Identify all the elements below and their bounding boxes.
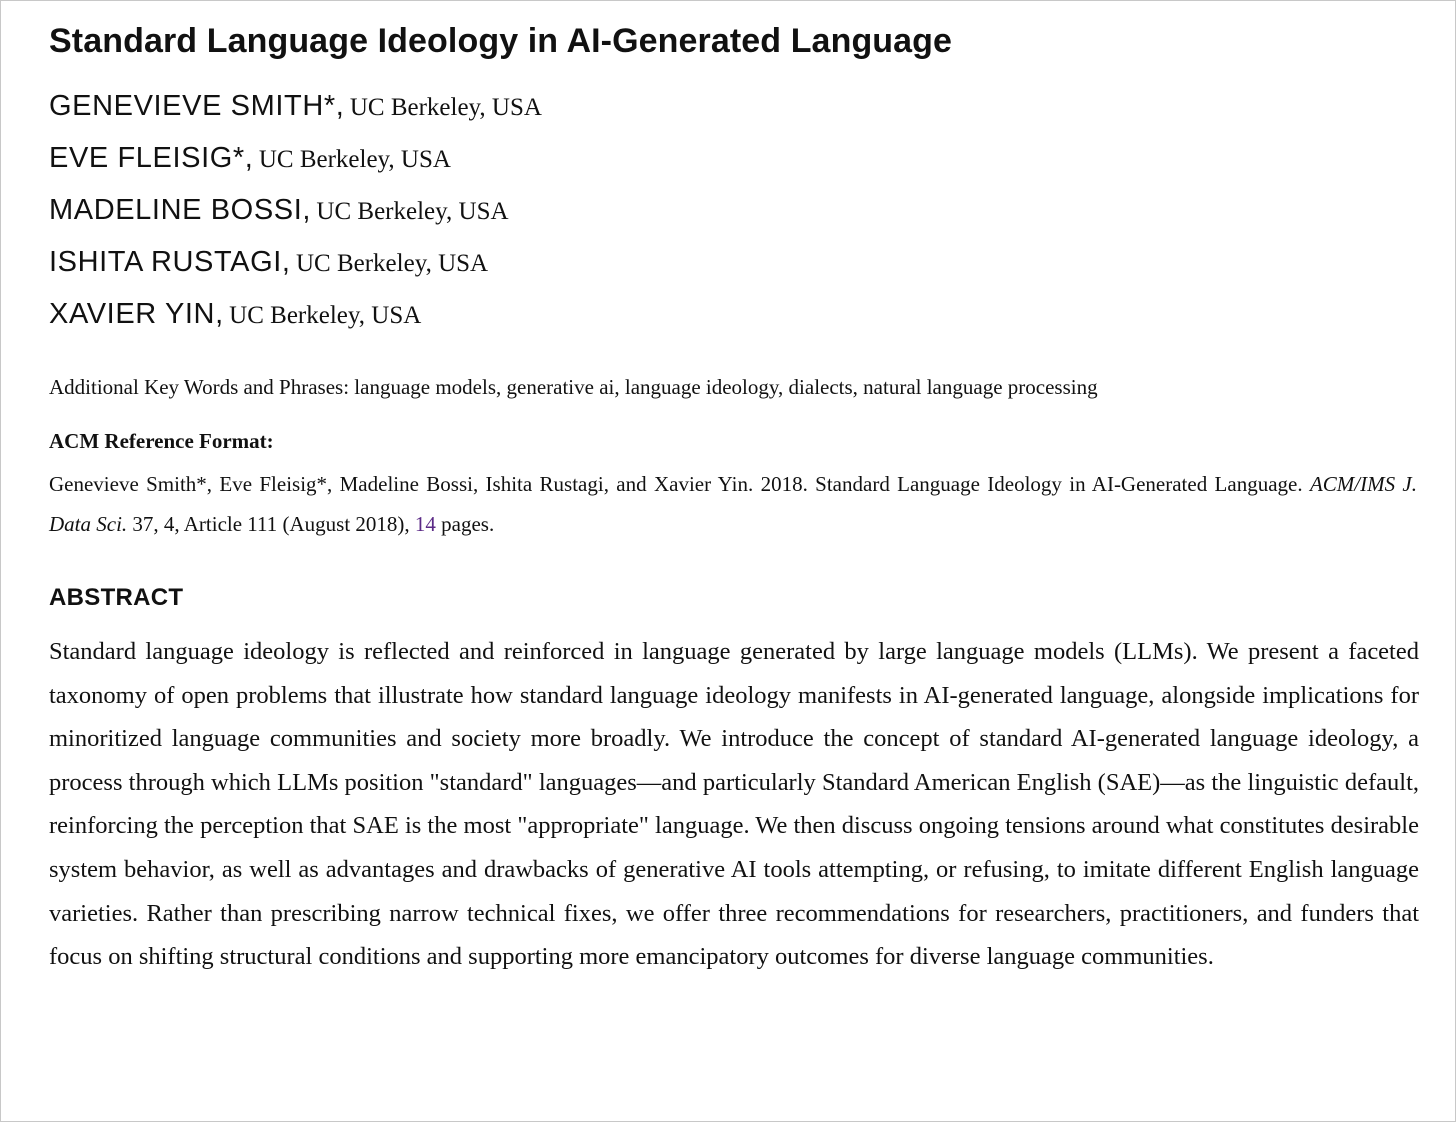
paper-title: Standard Language Ideology in AI-Generated Language [49,22,953,60]
keywords-line: Additional Key Words and Phrases: language models, generative ai, language ideology, dialects, natural language processing [49,375,1098,399]
author-affiliation: UC Berkeley, USA [295,250,489,277]
author-name: ISHITA RUSTAGI [49,246,282,278]
paper-page [49,18,1421,979]
page-count-link[interactable]: 14 [414,512,436,536]
author-affiliation: UC Berkeley, USA [229,302,422,329]
author-entry [49,84,1421,136]
journal-name: ACM/IMS J. Data Sci. [49,472,1417,536]
author-separator: , [215,298,224,330]
author-name: XAVIER YIN [49,298,216,330]
acm-citation-text: Genevieve Smith*, Eve Fleisig*, Madeline Bossi, Ishita Rustagi, and Xavier Yin. 2018. Standard Language Ideology in AI-Generated Language. [49,472,1303,496]
author-entry [49,240,1421,292]
author-name: EVE FLEISIG* [49,142,245,174]
acm-reference-text [49,464,1417,544]
abstract-heading: ABSTRACT [49,584,184,611]
author-entry [49,292,1421,344]
author-list [49,84,1421,344]
author-entry [49,188,1421,240]
author-affiliation: UC Berkeley, USA [258,146,451,173]
acm-citation-volume: 37, 4, Article 111 (August 2018), [132,512,410,536]
author-name: MADELINE BOSSI [49,194,303,226]
abstract-body: Standard language ideology is reflected and reinforced in language generated by large language models (LLMs). We present a faceted taxonomy of open problems that illustrate how standard language ideology manifests in AI-generated language, alongside implications for minoritized language communities and society more broadly. We introduce the concept of standard AI-generated language ideology, a process through which LLMs position "standard" languages—and particularly Standard American English (SAE)—as the linguistic default, reinforcing the perception that SAE is the most "appropriate" language. We then discuss ongoing tensions around what constitutes desirable system behavior, as well as advantages and drawbacks of generative AI tools attempting, or refusing, to imitate different English language varieties. Rather than prescribing narrow technical fixes, we offer three recommendations for researchers, practitioners, and funders that focus on shifting structural conditions and supporting more emancipatory outcomes for diverse language communities. [49,638,1419,971]
author-separator: , [244,142,253,174]
author-separator: , [302,194,311,226]
author-separator: , [335,90,344,122]
author-name: GENEVIEVE SMITH* [49,90,336,122]
acm-reference-heading: ACM Reference Format: [49,429,274,453]
author-entry [49,136,1421,188]
author-affiliation: UC Berkeley, USA [349,94,542,121]
acm-citation-suffix: pages. [441,512,495,536]
author-separator: , [281,246,290,278]
author-affiliation: UC Berkeley, USA [316,198,509,225]
